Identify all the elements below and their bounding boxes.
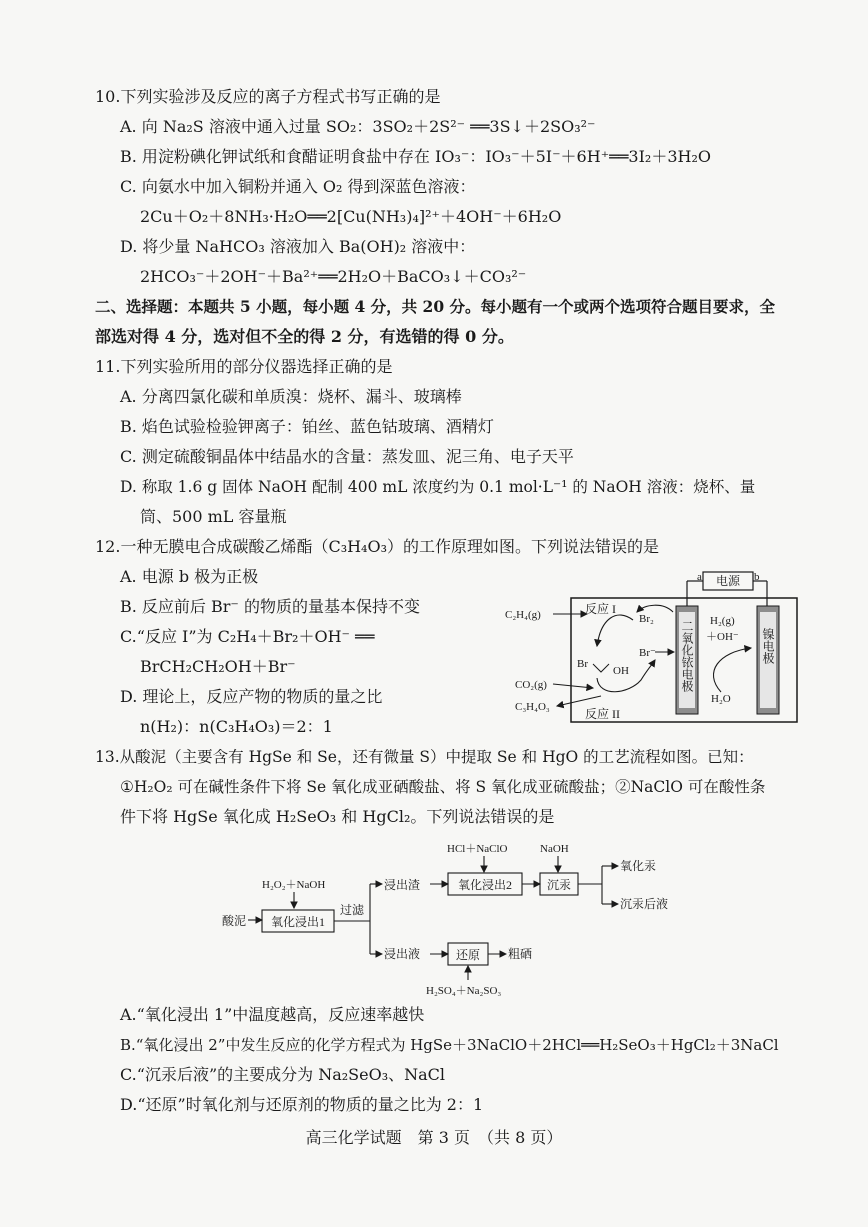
q13-option-a: A.“氧化浸出 1”中温度越高，反应速率越快 bbox=[120, 1005, 425, 1024]
reaction-2-label: 反应 II bbox=[585, 707, 620, 721]
q11-option-a: A. 分离四氯化碳和单质溴：烧杯、漏斗、玻璃棒 bbox=[120, 387, 462, 406]
q10-option-c: C. 向氨水中加入铜粉并通入 O₂ 得到深蓝色溶液： bbox=[120, 177, 476, 196]
section-heading-cont: 部选对得 4 分，选对但不全的得 2 分，有选错的得 0 分。 bbox=[95, 327, 514, 346]
q13-stem-cont: 件下将 HgSe 氧化成 H₂SeO₃ 和 HgCl₂。下列说法错误的是 bbox=[120, 807, 555, 826]
product-label: C₃H₄O₃ bbox=[515, 701, 550, 713]
q11-option-b: B. 焰色试验检验钾离子：铂丝、蓝色钴玻璃、酒精灯 bbox=[120, 417, 494, 436]
bromine-label: Br₂ bbox=[639, 613, 654, 625]
q13-option-b: B.“氧化浸出 2”中发生反应的化学方程式为 HgSe＋3NaClO＋2HCl══H₂SeO₃＋HgCl₂＋3NaCl bbox=[120, 1036, 779, 1054]
q10-option-c-equation: 2Cu＋O₂＋8NH₃·H₂O══2[Cu(NH₃)₄]²⁺＋4OH⁻＋6H₂O bbox=[140, 207, 562, 226]
terminal-a-label: a bbox=[697, 571, 702, 583]
q13-option-d: D.“还原”时氧化剂与还原剂的物质的量之比为 2：1 bbox=[120, 1095, 484, 1114]
naoh-label: NaOH bbox=[540, 843, 569, 855]
iridium-electrode-label: 二氧化铱电极 bbox=[680, 620, 694, 692]
q11-option-d: D. 称取 1.6 g 固体 NaOH 配制 400 mL 浓度约为 0.1 mol·L⁻¹ 的 NaOH 溶液：烧杯、量 bbox=[120, 478, 756, 496]
q13-option-c: C.“沉汞后液”的主要成分为 Na₂SeO₃、NaCl bbox=[120, 1065, 446, 1084]
q10-stem: 10.下列实验涉及反应的离子方程式书写正确的是 bbox=[95, 87, 441, 106]
hydroxide-label: ＋OH⁻ bbox=[706, 631, 739, 643]
page-footer: 高三化学试题 第 3 页 （共 8 页） bbox=[305, 1128, 563, 1147]
q12-option-a: A. 电源 b 极为正极 bbox=[120, 567, 259, 586]
ethylene-label: C₂H₄(g) bbox=[505, 609, 541, 621]
precipitate-label: 沉汞 bbox=[546, 878, 572, 892]
q12-option-c: C.“反应 I”为 C₂H₄＋Br₂＋OH⁻ ══ bbox=[120, 627, 375, 646]
q11-option-c: C. 测定硫酸铜晶体中结晶水的含量：蒸发皿、泥三角、电子天平 bbox=[120, 447, 574, 466]
residue-label: 浸出渣 bbox=[384, 878, 421, 892]
q12-option-b: B. 反应前后 Br⁻ 的物质的量基本保持不变 bbox=[120, 597, 420, 616]
hcl-naclo-label: HCl＋NaClO bbox=[447, 843, 508, 855]
section-heading: 二、选择题：本题共 5 小题，每小题 4 分，共 20 分。每小题有一个或两个选项符合题目要求，全 bbox=[95, 297, 776, 316]
crude-se-label: 粗硒 bbox=[508, 947, 533, 961]
leach-2-label: 氧化浸出2 bbox=[457, 878, 513, 892]
bromide-label: Br⁻ bbox=[639, 647, 656, 659]
q13-stem: 13.从酸泥（主要含有 HgSe 和 Se，还有微量 S）中提取 Se 和 HgO 的工艺流程如图。已知： bbox=[95, 748, 754, 766]
q10-option-d-equation: 2HCO₃⁻＋2OH⁻＋Ba²⁺══2H₂O＋BaCO₃↓＋CO₃²⁻ bbox=[140, 267, 527, 286]
q10-option-b: B. 用淀粉碘化钾试纸和食醋证明食盐中存在 IO₃⁻：IO₃⁻＋5I⁻＋6H⁺══3I₂＋3H₂O bbox=[120, 147, 711, 166]
after-liquid-label: 沉汞后液 bbox=[620, 897, 669, 911]
q12-stem: 12.一种无膜电合成碳酸乙烯酯（C₃H₄O₃）的工作原理如图。下列说法错误的是 bbox=[95, 537, 660, 556]
water-label: H₂O bbox=[711, 693, 731, 705]
bromoethanol-oh-label: OH bbox=[613, 665, 629, 677]
q10-option-a: A. 向 Na₂S 溶液中通入过量 SO₂：3SO₂＋2S²⁻ ══3S↓＋2SO₃²⁻ bbox=[120, 117, 596, 136]
q13-stem-known: ①H₂O₂ 可在碱性条件下将 Se 氧化成亚硒酸盐、将 S 氧化成亚硫酸盐；②NaClO 可在酸性条 bbox=[120, 778, 766, 796]
filter-label: 过滤 bbox=[340, 903, 365, 917]
electrolysis-diagram bbox=[505, 568, 805, 730]
q11-stem: 11.下列实验所用的部分仪器选择正确的是 bbox=[95, 357, 393, 376]
leachate-label: 浸出液 bbox=[384, 947, 421, 961]
leach-1-label: 氧化浸出1 bbox=[270, 915, 326, 929]
nickel-electrode-label: 镍电极 bbox=[761, 628, 775, 664]
process-flow-diagram bbox=[222, 836, 682, 998]
terminal-b-label: b bbox=[754, 571, 760, 583]
h2so4-label: H₂SO₄＋Na₂SO₃ bbox=[426, 985, 502, 997]
q10-option-d: D. 将少量 NaHCO₃ 溶液加入 Ba(OH)₂ 溶液中： bbox=[120, 237, 476, 256]
q11-option-d-cont: 筒、500 mL 容量瓶 bbox=[140, 507, 287, 526]
q12-option-d: D. 理论上，反应产物的物质的量之比 bbox=[120, 687, 383, 706]
reduce-label: 还原 bbox=[455, 948, 481, 962]
q12-option-c-cont: BrCH₂CH₂OH＋Br⁻ bbox=[140, 657, 296, 676]
acid-mud-label: 酸泥 bbox=[222, 914, 247, 928]
power-label: 电源 bbox=[715, 574, 741, 588]
reaction-1-label: 反应 I bbox=[585, 602, 616, 616]
hgo-label: 氧化汞 bbox=[620, 859, 657, 873]
bromoethanol-br-label: Br bbox=[577, 658, 588, 670]
co2-label: CO₂(g) bbox=[515, 679, 547, 691]
h2o2-naoh-label: H₂O₂＋NaOH bbox=[262, 879, 326, 891]
hydrogen-label: H₂(g) bbox=[710, 615, 735, 627]
q12-option-d-cont: n(H₂)：n(C₃H₄O₃)＝2：1 bbox=[140, 717, 333, 736]
